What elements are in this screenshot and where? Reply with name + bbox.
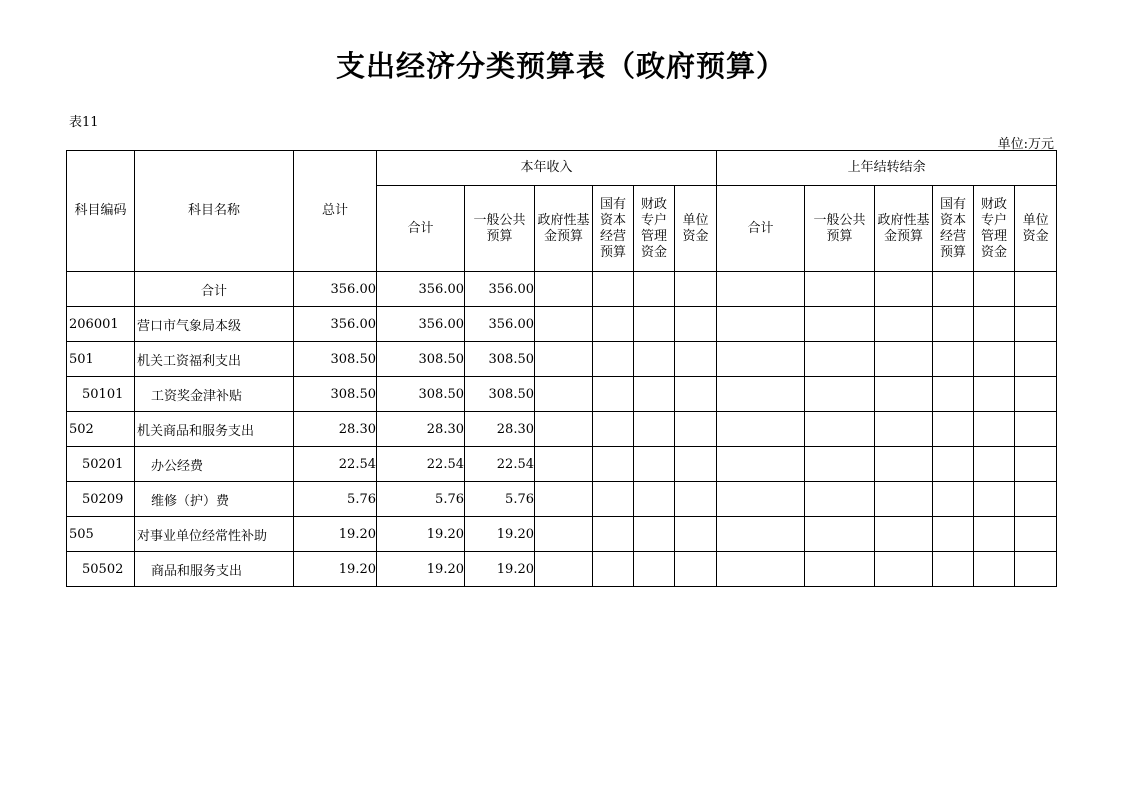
- header-carryover-fiscal-special: 财政专户管理资金: [974, 186, 1015, 272]
- empty-cell: [875, 482, 933, 517]
- empty-cell: [634, 342, 675, 377]
- empty-cell: [634, 552, 675, 587]
- empty-cell: [535, 272, 593, 307]
- row-name: 对事业单位经常性补助: [135, 517, 294, 552]
- empty-cell: [675, 412, 717, 447]
- empty-cell: [717, 552, 805, 587]
- row-income-general: 5.76: [465, 482, 535, 517]
- empty-cell: [805, 272, 875, 307]
- empty-cell: [805, 377, 875, 412]
- empty-cell: [1015, 307, 1057, 342]
- table-row: [67, 482, 1057, 517]
- empty-cell: [634, 272, 675, 307]
- empty-cell: [875, 552, 933, 587]
- row-code: 502: [67, 412, 135, 447]
- empty-cell: [1015, 272, 1057, 307]
- empty-cell: [593, 482, 634, 517]
- empty-cell: [805, 482, 875, 517]
- row-income-general: 356.00: [465, 307, 535, 342]
- row-income-total: 22.54: [377, 447, 465, 482]
- empty-cell: [593, 307, 634, 342]
- header-income-state-capital: 国有资本经营预算: [593, 186, 634, 272]
- empty-cell: [1015, 552, 1057, 587]
- empty-cell: [933, 517, 974, 552]
- row-total: 356.00: [294, 307, 377, 342]
- row-total: 5.76: [294, 482, 377, 517]
- empty-cell: [974, 517, 1015, 552]
- empty-cell: [875, 412, 933, 447]
- row-name: 合计: [135, 272, 294, 307]
- empty-cell: [717, 377, 805, 412]
- empty-cell: [593, 552, 634, 587]
- empty-cell: [675, 517, 717, 552]
- empty-cell: [875, 447, 933, 482]
- empty-cell: [593, 412, 634, 447]
- row-income-general: 356.00: [465, 272, 535, 307]
- empty-cell: [535, 482, 593, 517]
- row-income-total: 308.50: [377, 377, 465, 412]
- empty-cell: [717, 307, 805, 342]
- empty-cell: [1015, 517, 1057, 552]
- row-code: 206001: [67, 307, 135, 342]
- row-income-total: 28.30: [377, 412, 465, 447]
- table-row: [67, 412, 1057, 447]
- row-name: 机关商品和服务支出: [135, 412, 294, 447]
- empty-cell: [974, 552, 1015, 587]
- empty-cell: [675, 482, 717, 517]
- empty-cell: [535, 552, 593, 587]
- header-total: 总计: [294, 151, 377, 272]
- empty-cell: [875, 342, 933, 377]
- row-income-general: 19.20: [465, 552, 535, 587]
- row-income-total: 356.00: [377, 272, 465, 307]
- table-row: [67, 342, 1057, 377]
- header-carryover-unit-fund: 单位资金: [1015, 186, 1057, 272]
- empty-cell: [593, 447, 634, 482]
- row-income-total: 19.20: [377, 552, 465, 587]
- row-name: 营口市气象局本级: [135, 307, 294, 342]
- header-income-subtotal: 合计: [377, 186, 465, 272]
- row-code: 50101: [67, 377, 135, 412]
- row-name: 机关工资福利支出: [135, 342, 294, 377]
- empty-cell: [933, 447, 974, 482]
- empty-cell: [717, 412, 805, 447]
- row-total: 356.00: [294, 272, 377, 307]
- row-total: 308.50: [294, 342, 377, 377]
- header-code: 科目编码: [67, 151, 135, 272]
- empty-cell: [875, 307, 933, 342]
- row-name: 工资奖金津补贴: [135, 377, 294, 412]
- empty-cell: [1015, 412, 1057, 447]
- empty-cell: [535, 307, 593, 342]
- empty-cell: [974, 482, 1015, 517]
- empty-cell: [933, 552, 974, 587]
- empty-cell: [1015, 447, 1057, 482]
- row-income-total: 5.76: [377, 482, 465, 517]
- table-row: [67, 517, 1057, 552]
- empty-cell: [675, 272, 717, 307]
- empty-cell: [675, 307, 717, 342]
- table-row: [67, 377, 1057, 412]
- empty-cell: [535, 377, 593, 412]
- empty-cell: [634, 447, 675, 482]
- row-income-total: 356.00: [377, 307, 465, 342]
- empty-cell: [805, 552, 875, 587]
- row-total: 19.20: [294, 552, 377, 587]
- empty-cell: [593, 272, 634, 307]
- header-name: 科目名称: [135, 151, 294, 272]
- header-income-fiscal-special: 财政专户管理资金: [634, 186, 675, 272]
- empty-cell: [717, 482, 805, 517]
- row-code: 50502: [67, 552, 135, 587]
- empty-cell: [933, 482, 974, 517]
- empty-cell: [805, 307, 875, 342]
- empty-cell: [875, 272, 933, 307]
- row-income-general: 28.30: [465, 412, 535, 447]
- empty-cell: [875, 377, 933, 412]
- row-code: [67, 272, 135, 307]
- empty-cell: [593, 342, 634, 377]
- empty-cell: [974, 412, 1015, 447]
- header-carryover: 上年结转结余: [717, 151, 1057, 186]
- empty-cell: [535, 517, 593, 552]
- page-title: 支出经济分类预算表（政府预算）: [335, 49, 786, 83]
- header-carryover-state-capital: 国有资本经营预算: [933, 186, 974, 272]
- row-name: 办公经费: [135, 447, 294, 482]
- row-income-general: 308.50: [465, 377, 535, 412]
- empty-cell: [805, 447, 875, 482]
- empty-cell: [634, 307, 675, 342]
- empty-cell: [675, 552, 717, 587]
- empty-cell: [593, 517, 634, 552]
- empty-cell: [675, 377, 717, 412]
- row-income-total: 308.50: [377, 342, 465, 377]
- header-current-income: 本年收入: [377, 151, 717, 186]
- row-income-general: 22.54: [465, 447, 535, 482]
- header-carryover-gov-fund: 政府性基金预算: [875, 186, 933, 272]
- empty-cell: [717, 272, 805, 307]
- empty-cell: [717, 447, 805, 482]
- row-total: 19.20: [294, 517, 377, 552]
- empty-cell: [974, 342, 1015, 377]
- empty-cell: [634, 412, 675, 447]
- table-number: 表11: [69, 115, 99, 130]
- empty-cell: [974, 377, 1015, 412]
- table-row: [67, 447, 1057, 482]
- row-name: 商品和服务支出: [135, 552, 294, 587]
- table-row: [67, 307, 1057, 342]
- empty-cell: [974, 447, 1015, 482]
- empty-cell: [805, 342, 875, 377]
- empty-cell: [535, 342, 593, 377]
- empty-cell: [593, 377, 634, 412]
- empty-cell: [933, 342, 974, 377]
- header-carryover-general: 一般公共预算: [805, 186, 875, 272]
- header-income-unit-fund: 单位资金: [675, 186, 717, 272]
- empty-cell: [974, 307, 1015, 342]
- row-code: 50201: [67, 447, 135, 482]
- empty-cell: [805, 517, 875, 552]
- empty-cell: [933, 307, 974, 342]
- empty-cell: [634, 377, 675, 412]
- empty-cell: [535, 447, 593, 482]
- empty-cell: [933, 377, 974, 412]
- empty-cell: [1015, 482, 1057, 517]
- empty-cell: [875, 517, 933, 552]
- row-code: 501: [67, 342, 135, 377]
- row-code: 50209: [67, 482, 135, 517]
- header-income-general: 一般公共预算: [465, 186, 535, 272]
- empty-cell: [933, 272, 974, 307]
- empty-cell: [1015, 377, 1057, 412]
- empty-cell: [535, 412, 593, 447]
- unit-label: 单位:万元: [997, 137, 1054, 152]
- empty-cell: [805, 412, 875, 447]
- row-total: 28.30: [294, 412, 377, 447]
- empty-cell: [675, 342, 717, 377]
- row-total: 22.54: [294, 447, 377, 482]
- empty-cell: [974, 272, 1015, 307]
- empty-cell: [675, 447, 717, 482]
- table-row: [67, 272, 1057, 307]
- row-total: 308.50: [294, 377, 377, 412]
- row-name: 维修（护）费: [135, 482, 294, 517]
- header-income-gov-fund: 政府性基金预算: [535, 186, 593, 272]
- row-income-total: 19.20: [377, 517, 465, 552]
- row-code: 505: [67, 517, 135, 552]
- row-income-general: 19.20: [465, 517, 535, 552]
- empty-cell: [933, 412, 974, 447]
- empty-cell: [717, 517, 805, 552]
- empty-cell: [717, 342, 805, 377]
- empty-cell: [634, 517, 675, 552]
- header-carryover-subtotal: 合计: [717, 186, 805, 272]
- table-row: [67, 552, 1057, 587]
- budget-table: [66, 150, 1057, 587]
- empty-cell: [634, 482, 675, 517]
- empty-cell: [1015, 342, 1057, 377]
- row-income-general: 308.50: [465, 342, 535, 377]
